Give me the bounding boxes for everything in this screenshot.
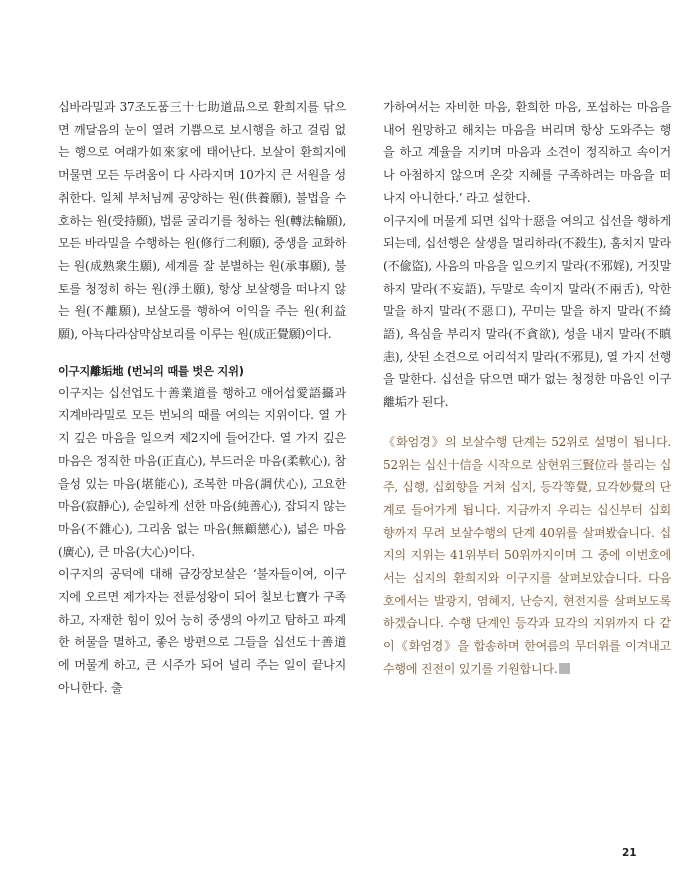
body-paragraph: 이구지의 공덕에 대해 금강장보살은 ‘불자들이여, 이구지에 오르면 제가자는 전륜성왕이 되어 칠보七寶가 구족하고, 자재한 힘이 있어 능히 중생의 아끼고 탐하고 파계한 허물을 멸하고, 좋은 방편으로 그들을 십선도十善道에 머물게 하고, 큰 시주가 되어 널리 주는 일이 끝나지 아니한다. 출 [58,567,346,695]
body-paragraph: 가하여서는 자비한 마음, 환희한 마음, 포섭하는 마음을 내어 원망하고 해치는 마음을 버리며 항상 도와주는 행을 하고 계율을 지키며 마음과 소견이 정직하고 속이거나 아첨하지 않으며 온갖 지혜를 구족하려는 마음을 떠나지 아니한다.’ 라고 설한다. [383,100,671,205]
right-column [383,96,671,681]
page-number: 21 [622,847,637,859]
body-paragraph: 이구지에 머물게 되면 십악十惡을 여의고 십선을 행하게 되는데, 십선행은 살생을 멀리하라(不殺生), 훔치지 말라(不偸盜), 사음의 마음을 일으키지 말라(不邪婬), 거짓말하지 말라(不妄語), 두말로 속이지 말라(不兩舌), 악한 말을 하지 말라(不惡口), 꾸미는 말을 하지 말라(不綺語), 욕심을 부리지 말라(不貪欲), 성을 내지 말라(不瞋恚), 삿된 소견으로 어리석지 말라(不邪見), 열 가지 선행을 말한다. 십선을 닦으면 때가 없는 청정한 마음인 이구離垢가 된다. [383,213,671,410]
paragraph-spacer [383,414,671,431]
end-mark-icon [559,663,570,674]
closing-text: 《화엄경》의 보살수행 단계는 52위로 설명이 됩니다. 52위는 십신十信을 시작으로 삼현위三賢位라 불리는 십주, 십행, 십회향을 거쳐 십지, 등각等覺, 묘각妙覺의 단계로 들어가게 됩니다. 지금까지 우리는 십신부터 십회향까지 무려 보살수행의 단계 40위를 살펴봤습니다. 십지의 지위는 41위부터 50위까지이며 그 중에 이번호에서는 십지의 환희지와 이구지를 살펴보았습니다. 다음 호에서는 발광지, 염혜지, 난승지, 현전지를 살펴보도록 하겠습니다. 수행 단계인 등각과 묘각의 지위까지 다 같이《화엄경》을 합송하며 한여름의 무더위를 이겨내고 수행에 진전이 있기를 기원합니다. [383,434,671,676]
intro-paragraph: 십바라밀과 37조도품三十七助道品으로 환희지를 닦으면 깨달음의 눈이 열려 기쁨으로 보시행을 하고 걸림 없는 행으로 여래가如來家에 태어난다. 보살이 환희지에 머물면 모든 두려움이 다 사라지며 10가지 큰 서원을 성취한다. 일체 부처님께 공양하는 원(供養願), 불법을 수호하는 원(受持願), 법륜 굴리기를 청하는 원(轉法輪願), 모든 바라밀을 수행하는 원(修行二利願), 중생을 교화하는 원(成熟衆生願), 세계를 잘 분별하는 원(承事願), 불토를 청정히 하는 원(淨土願), 항상 보살행을 떠나지 않는 원(不離願), 보살도를 행하여 이익을 주는 원(利益願), 아뇩다라삼먁삼보리를 이루는 원(成正覺願)이다. [58,100,346,342]
closing-paragraph [383,431,671,681]
body-paragraph: 이구지는 십선업도十善業道를 행하고 애어섭愛語攝과 지계바라밀로 모든 번뇌의 때를 여의는 지위이다. 열 가지 깊은 마음을 일으켜 제2지에 들어간다. 열 가지 깊은 마음은 정직한 마음(正直心), 부드러운 마음(柔軟心), 참을성 있는 마음(堪能心), 조복한 마음(調伏心), 고요한 마음(寂靜心), 순일하게 선한 마음(純善心), 잡되지 않는 마음(不雜心), 그리움 없는 마음(無顧戀心), 넓은 마음(廣心), 큰 마음(大心)이다. [58,385,346,559]
section-heading: 이구지離垢地 (번뇌의 때를 벗은 지위) [58,364,244,378]
left-column [58,96,346,700]
